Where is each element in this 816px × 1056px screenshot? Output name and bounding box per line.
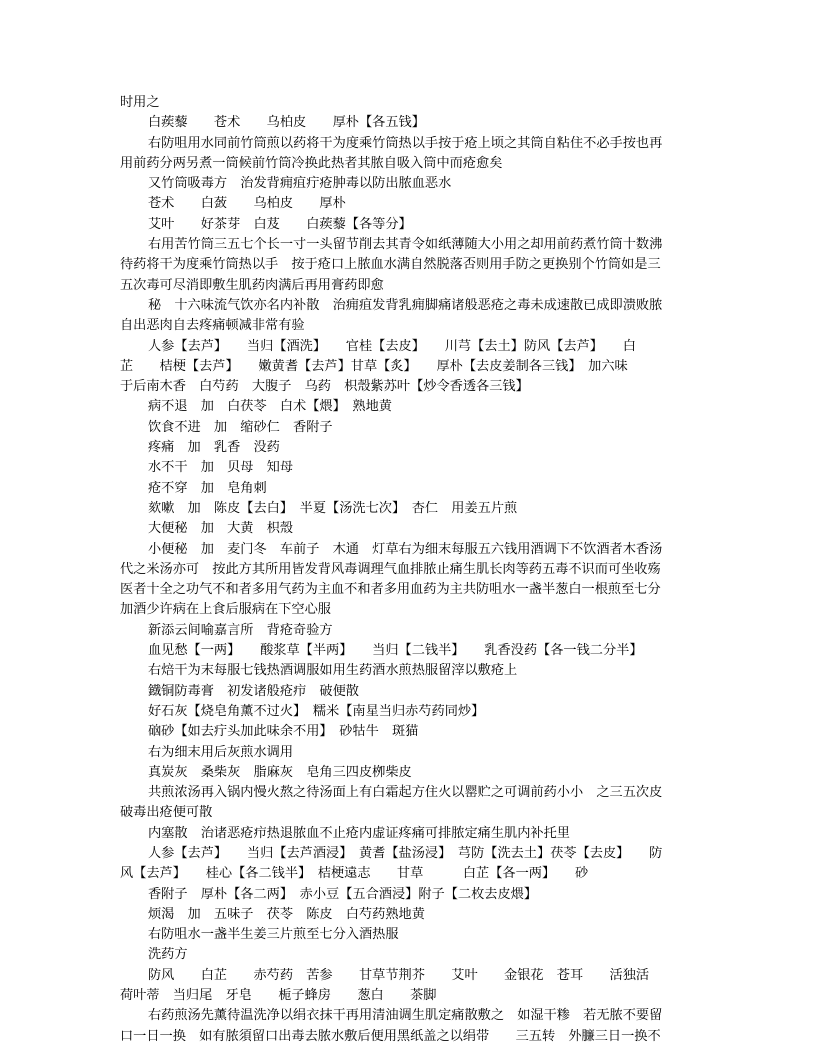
text-line: 鐡铜防毒膏 初发诸般疮疖 破便散	[148, 683, 359, 699]
text-line: 防风 白芷 赤芍药 苦参 甘草节荆芥 艾叶 金银花 苍耳 活独活	[148, 967, 650, 983]
document-page	[120, 93, 700, 1047]
text-line: 右防咀水一盏半生姜三片煎至七分入酒热服	[148, 927, 399, 943]
text-line: 秘 十六味流气饮亦名内补散 治痈疽发背乳痈脚痛诸般恶疮之毒未成速散已成即溃败脓	[148, 297, 663, 313]
text-line: 内塞散 治诸恶疮疖热退脓血不止疮内虚证疼痛可排脓定痛生肌内补托里	[148, 825, 570, 841]
text-line: 右防咀用水同前竹筒煎以药将干为度乘竹筒热以手按于疮上顷之其筒自粘住不必手按也再	[148, 135, 663, 151]
text-line: 五次毒可尽消即敷生肌药肉满后再用膏药即愈	[120, 277, 384, 293]
text-line: 又竹筒吸毒方 治发背痈疽疔疮肿毒以防出脓血恶水	[148, 176, 452, 192]
text-line: 白蒺藜 苍术 乌柏皮 厚朴【各五钱】	[148, 115, 425, 131]
text-line: 真炭灰 桑柴灰 脂麻灰 皂角三四皮栁柴皮	[148, 764, 412, 780]
text-line: 时用之	[120, 95, 160, 110]
text-line: 小便秘 加 麦门冬 车前子 木通 灯草右为细末每服五六钱用酒调下不饮酒者木香汤	[148, 541, 663, 557]
text-line: 右药煎汤先薰待温洗净以绢衣抹干再用清油调生肌定痛散敷之 如湿干糁 若无脓不要留	[148, 1008, 663, 1024]
text-line: 好石灰【烧皂角薰不过火】 糯米【南星当归赤芍药同炒】	[148, 703, 485, 719]
text-line: 洗药方	[148, 947, 188, 963]
text-line: 自出恶肉自去疼痛顿减非常有验	[120, 318, 305, 334]
text-line: 人参【去芦】 当归【去芦酒浸】 黄耆【盐汤浸】 芎防【洗去土】茯苓【去皮】 防	[148, 845, 663, 861]
text-line: 右焙干为末每服七钱热酒调服如用生药酒水煎热服留滓以敷疮上	[148, 663, 518, 679]
text-line: 医者十全之功气不和者多用气药为主血不和者多用血药为主共防咀水一盏半葱白一根煎至七分	[120, 582, 661, 598]
text-line: 欬嗽 加 陈皮【去白】 半夏【汤洗七次】 杏仁 用姜五片煎	[148, 500, 518, 516]
text-line: 代之米汤亦可 按此方其所用皆发背风毒调理气血排脓止痛生肌长肉等药五毒不识而可坐收殇	[120, 561, 661, 577]
text-line: 风【去芦】 桂心【各二钱半】 桔梗遠志 甘草 白芷【各一两】 砂	[120, 866, 589, 882]
text-line: 大便秘 加 大黄 枳殼	[148, 521, 294, 537]
text-line: 香附子 厚朴【各二两】 赤小豆【五合酒浸】附子【二枚去皮煨】	[148, 886, 538, 902]
text-line: 右为细末用后灰煎水调用	[148, 744, 294, 760]
text-line: 疼痛 加 乳香 没药	[148, 440, 280, 456]
text-line: 病不退 加 白茯苓 白术【煨】 熟地黄	[148, 399, 392, 415]
text-line: 水不干 加 贝母 知母	[148, 460, 294, 476]
text-line: 口一日一换 如有脓須留口出毒去脓水敷后便用黑纸盖之以绢带 三五转 外臁三日一换不	[120, 1028, 661, 1044]
text-line: 艾叶 好茶芽 白芨 白蒺藜【各等分】	[148, 216, 412, 232]
text-line: 芷 桔梗【去芦】 嫩黄耆【去芦】甘草【炙】 厚朴【去皮姜制各三钱】 加六味	[120, 358, 628, 374]
text-line: 新添云间喻嘉言所 背疮奇验方	[148, 622, 333, 638]
text-line: 加酒少许病在上食后服病在下空心服	[120, 602, 331, 618]
text-line: 烦渴 加 五味子 茯苓 陈皮 白芍药熟地黄	[148, 906, 425, 922]
text-line: 饮食不进 加 缩砂仁 香附子	[148, 419, 333, 435]
text-line: 右用苦竹筒三五七个长一寸一头留节削去其青令如纸薄随大小用之却用前药煮竹筒十数沸	[148, 237, 663, 253]
text-line: 疮不穿 加 皂角刺	[148, 480, 267, 496]
text-line: 血见愁【一两】 酸浆草【半两】 当归【二钱半】 乳香没药【各一钱二分半】	[148, 643, 643, 659]
text-line: 待药将干为度乘竹筒热以手 按于疮口上脓血水满自然脱落否则用手防之更换别个竹筒如是三	[120, 257, 661, 273]
text-line: 破毒出疮便可散	[120, 805, 213, 821]
text-line: 硇砂【如去疔头加此味余不用】 砂牯牛 斑猫	[148, 724, 419, 740]
text-line: 用前药分两另煮一筒候前竹筒冷换此热者其脓自吸入筒中而疮愈矣	[120, 155, 503, 171]
text-line: 人参【去芦】 当归【酒洗】 官桂【去皮】 川芎【去土】防风【去芦】 白	[148, 338, 636, 354]
text-line: 荷叶蒂 当归尾 牙皂 栀子蜂房 葱白 茶脚	[120, 988, 437, 1004]
text-line: 共煎浓汤再入锅内慢火熬之待汤面上有白霜起方住火以罂贮之可调前药小小 之三五次皮	[148, 785, 663, 801]
text-line: 于后南木香 白芍药 大腹子 乌药 枳殼紫苏叶【炒令香透各三钱】	[120, 379, 529, 395]
text-line: 苍术 白蔹 乌柏皮 厚朴	[148, 196, 346, 212]
